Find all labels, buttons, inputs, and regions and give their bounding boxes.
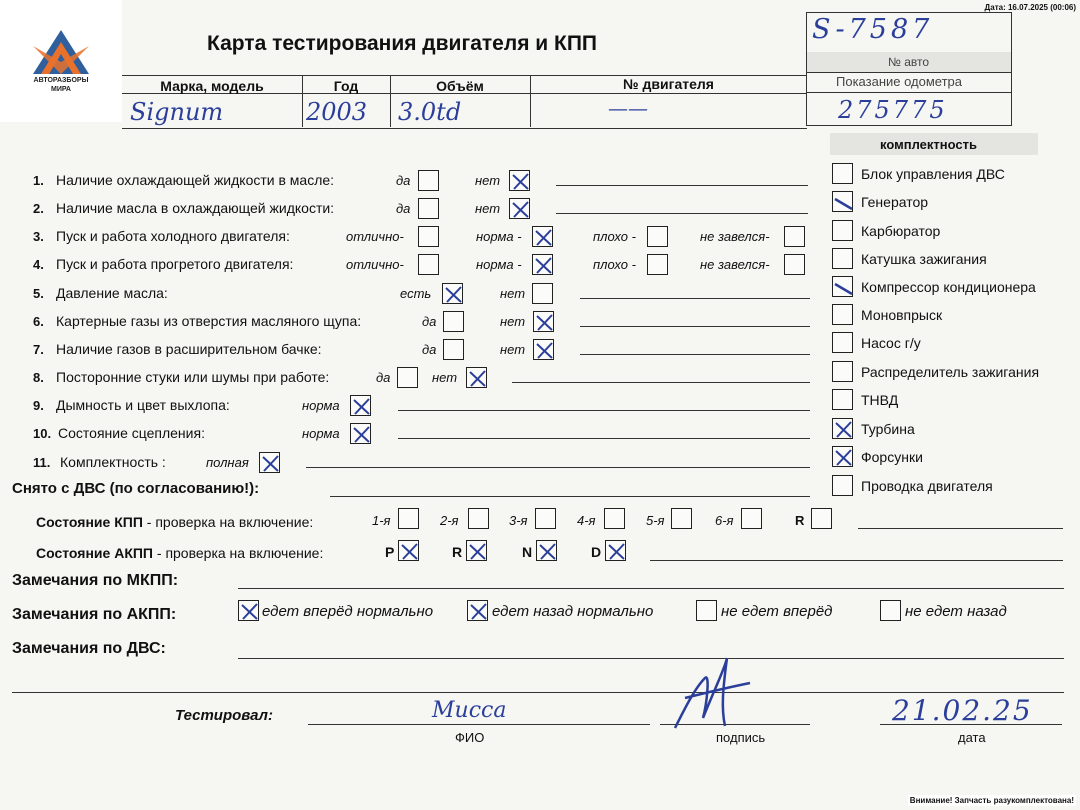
check-option-box[interactable] [532,283,553,304]
check-label: Пуск и работа холодного двигателя: [56,228,290,244]
tested-by-label: Тестировал: [175,707,273,724]
check-option-label: да [422,342,437,357]
check-x-icon [833,419,854,440]
check-option-label: не завелся- [700,257,770,272]
check-option-label: норма [302,426,340,441]
check-label: Наличие газов в расширительном бачке: [56,341,322,357]
check-option-label: норма - [476,257,522,272]
check-x-icon [537,541,558,562]
engine-no-label: № двигателя [623,76,714,92]
check-label: Состояние сцепления: [58,425,205,441]
complect-label: Насос г/у [861,335,921,351]
check-option-box[interactable] [259,452,280,473]
complect-label: Катушка зажигания [861,251,987,267]
check-option-label: полная [206,455,249,470]
check-option-box[interactable] [647,226,668,247]
car-number-label: № авто [888,55,930,69]
akpp-remark-box[interactable] [467,600,488,621]
akpp-gear-box[interactable] [605,540,626,561]
check-x-icon [606,541,627,562]
check-option-box[interactable] [509,170,530,191]
check-number: 1. [33,173,44,188]
fill-line [556,185,808,186]
logo-icon [31,28,91,78]
check-option-label: норма - [476,229,522,244]
check-number: 3. [33,229,44,244]
year-label: Год [333,78,359,94]
check-x-icon [399,541,420,562]
check-option-label: отлично- [346,257,404,272]
check-option-label: да [396,173,411,188]
check-x-icon [351,424,372,445]
signature [665,648,755,738]
volume-value: 3.0td [398,98,462,126]
complect-label: Распределитель зажигания [861,364,1040,380]
check-x-icon [468,601,489,622]
check-option-box[interactable] [443,311,464,332]
make-label: Марка, модель [160,78,264,94]
fio-label: ФИО [455,730,485,745]
akpp-gear-label: D [591,544,602,560]
complect-checkbox[interactable] [832,248,853,269]
check-option-box[interactable] [418,254,439,275]
kpp-gear-label: 3-я [509,513,528,528]
akpp-gear-box[interactable] [398,540,419,561]
fill-line [398,438,810,439]
check-x-icon [534,312,555,333]
check-option-label: не завелся- [700,229,770,244]
complect-label: Карбюратор [861,223,941,239]
akpp-gear-label: P [385,544,395,560]
complect-checkbox[interactable] [832,418,853,439]
check-option-label: отлично- [346,229,404,244]
check-x-icon [534,340,555,361]
logo-text: АВТОРАЗБОРЫ МИРА [33,77,89,93]
fill-line [306,467,810,468]
check-label: Дымность и цвет выхлопа: [56,397,230,413]
kpp-label: Состояние КПП - проверка на включение: [36,514,314,530]
fill-line [580,326,810,327]
check-x-icon [260,453,281,474]
akpp-remark-label: не едет вперёд [721,603,833,620]
kpp-gear-label: 5-я [646,513,665,528]
fill-line [398,410,810,411]
kpp-gear-label: 2-я [440,513,459,528]
check-option-label: да [376,370,391,385]
complect-checkbox[interactable] [832,220,853,241]
check-option-box[interactable] [533,311,554,332]
kpp-gear-label: 4-я [577,513,596,528]
check-label: Давление масла: [56,285,168,301]
complect-checkbox[interactable] [832,304,853,325]
akpp-gear-label: N [522,544,533,560]
check-option-label: нет [500,286,526,301]
check-number: 11. [33,455,51,470]
complect-label: Компрессор кондиционера [861,279,1036,295]
akpp-remark-box[interactable] [238,600,259,621]
date-label: дата [958,730,986,745]
check-option-label: нет [500,342,526,357]
remarks-akpp-label: Замечания по АКПП: [12,606,177,623]
complect-checkbox[interactable] [832,191,853,212]
check-label: Наличие охлаждающей жидкости в масле: [56,172,335,188]
check-label: Наличие масла в охлаждающей жидкости: [56,200,335,216]
check-option-label: нет [432,370,458,385]
complect-checkbox[interactable] [832,163,853,184]
check-option-box[interactable] [418,226,439,247]
check-x-icon [351,396,372,417]
kpp-gear-box[interactable] [398,508,419,529]
check-x-icon [467,541,488,562]
check-label: Посторонние стуки или шумы при работе: [56,369,330,385]
check-option-box[interactable] [418,198,439,219]
complect-label: Моновпрыск [861,307,943,323]
complect-label: Блок управления ДВС [861,166,1005,182]
check-option-box[interactable] [647,254,668,275]
check-option-box[interactable] [443,339,464,360]
check-x-icon [533,255,554,276]
kpp-gear-box[interactable] [741,508,762,529]
akpp-remark-label: едет вперёд нормально [262,603,434,620]
print-date: Дата: 16.07.2025 (00:06) [984,3,1076,12]
check-option-box[interactable] [397,367,418,388]
akpp-gear-box[interactable] [536,540,557,561]
fill-line [512,382,810,383]
check-option-box[interactable] [532,254,553,275]
check-x-icon [239,601,260,622]
logo [0,0,122,122]
fill-line [580,354,810,355]
complect-header-text: комплектность [880,137,977,152]
kpp-gear-box[interactable] [604,508,625,529]
akpp-label: Состояние АКПП - проверка на включение: [36,545,324,561]
check-option-box[interactable] [509,198,530,219]
volume-label: Объём [436,78,484,94]
date-value: 21.02.25 [892,694,1033,727]
check-option-box[interactable] [784,226,805,247]
odometer-label: Показание одометра [836,74,963,89]
check-number: 8. [33,370,44,385]
footer-warning: Внимание! Запчасть разукомплектована! [909,796,1074,805]
check-x-icon [510,199,531,220]
removed-label: Снято с ДВС (по согласованию!): [12,480,260,497]
check-option-label: плохо - [593,229,636,244]
check-mark-icon [833,192,854,213]
akpp-gear-box[interactable] [466,540,487,561]
complect-checkbox[interactable] [832,475,853,496]
check-label: Пуск и работа прогретого двигателя: [56,256,294,272]
check-number: 6. [33,314,44,329]
engine-no-value: —— [608,96,648,120]
kpp-gear-box[interactable] [535,508,556,529]
complect-checkbox[interactable] [832,276,853,297]
check-option-label: нет [475,201,501,216]
check-option-label: нет [475,173,501,188]
check-option-label: да [422,314,437,329]
kpp-gear-box[interactable] [811,508,832,529]
sign-label: подпись [716,730,766,745]
fio-value: Мисса [432,698,507,723]
check-number: 5. [33,286,44,301]
check-option-box[interactable] [533,339,554,360]
complect-checkbox[interactable] [832,446,853,467]
check-label: Комплектность : [60,454,166,470]
check-label: Картерные газы из отверстия масляного щупа: [56,313,362,329]
fill-line [580,298,810,299]
complect-label: Турбина [861,421,915,437]
remarks-mkpp-label: Замечания по МКПП: [12,572,179,589]
complect-label: Генератор [861,194,929,210]
check-x-icon [833,447,854,468]
check-option-label: есть [400,286,432,301]
fill-line [556,213,808,214]
check-number: 4. [33,257,44,272]
check-x-icon [533,227,554,248]
check-number: 7. [33,342,44,357]
odometer-value: 275775 [838,96,948,124]
kpp-gear-label: R [795,513,805,528]
kpp-gear-box[interactable] [468,508,489,529]
akpp-gear-label: R [452,544,463,560]
check-x-icon [443,284,464,305]
make-value: Signum [130,98,224,126]
kpp-gear-box[interactable] [671,508,692,529]
kpp-gear-label: 1-я [372,513,391,528]
check-option-box[interactable] [350,423,371,444]
check-option-box[interactable] [466,367,487,388]
check-x-icon [510,171,531,192]
check-x-icon [467,368,488,389]
check-number: 2. [33,201,44,216]
check-option-label: нет [500,314,526,329]
check-number: 9. [33,398,44,413]
akpp-remark-box[interactable] [880,600,901,621]
remarks-dvs-label: Замечания по ДВС: [12,640,166,657]
complect-checkbox[interactable] [832,332,853,353]
check-option-label: норма [302,398,340,413]
check-option-label: да [396,201,411,216]
check-number: 10. [33,426,52,441]
kpp-gear-label: 6-я [715,513,734,528]
complect-label: ТНВД [861,392,899,408]
page-title: Карта тестирования двигателя и КПП [207,32,598,55]
check-option-box[interactable] [532,226,553,247]
complect-checkbox[interactable] [832,361,853,382]
check-mark-icon [833,277,854,298]
akpp-remark-label: не едет назад [905,603,1007,620]
check-option-label: плохо - [593,257,636,272]
car-number-value: S-7587 [812,14,934,45]
complect-checkbox[interactable] [832,389,853,410]
akpp-remark-box[interactable] [696,600,717,621]
akpp-remark-label: едет назад нормально [492,603,654,620]
check-option-box[interactable] [350,395,371,416]
year-value: 2003 [306,98,368,126]
check-option-box[interactable] [442,283,463,304]
check-option-box[interactable] [784,254,805,275]
complect-label: Проводка двигателя [861,478,993,494]
check-option-box[interactable] [418,170,439,191]
complect-label: Форсунки [861,449,923,465]
